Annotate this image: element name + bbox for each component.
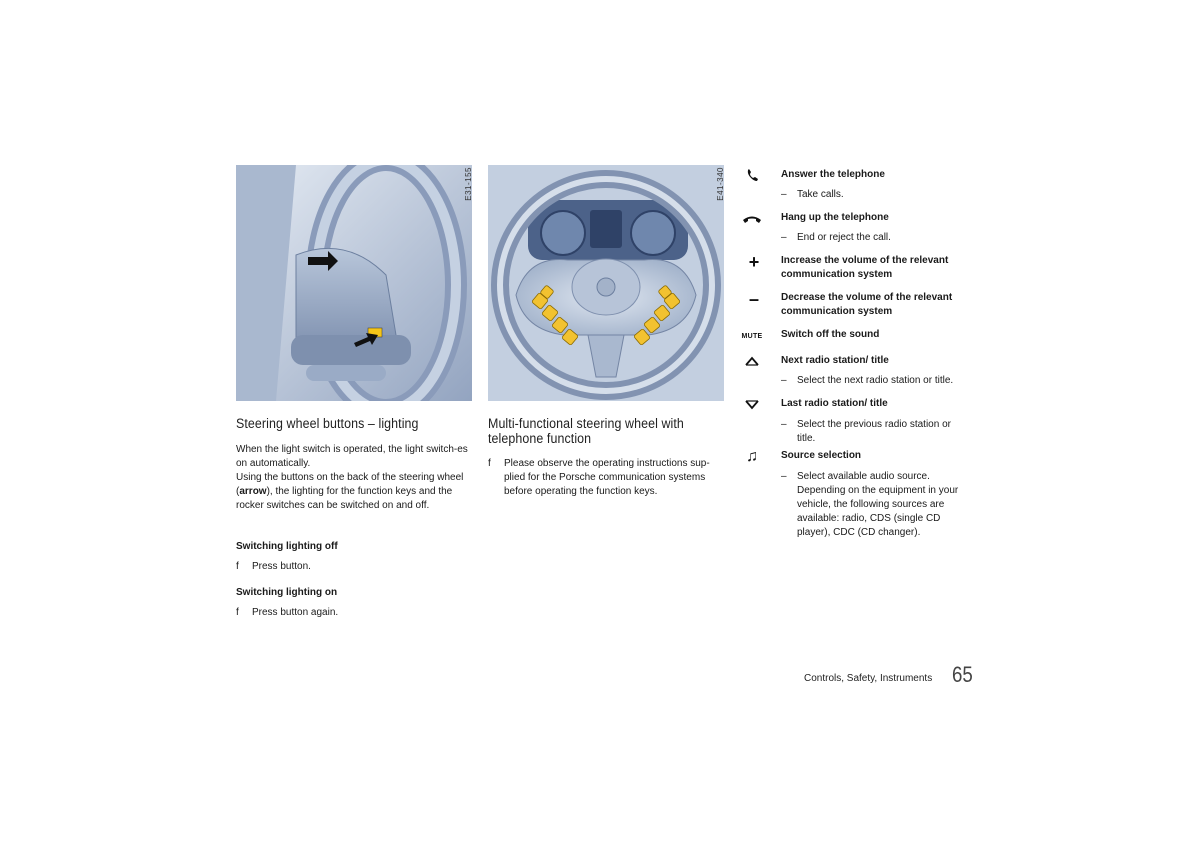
mute-icon: MUTE bbox=[741, 332, 763, 340]
step-on bbox=[236, 606, 338, 620]
section-heading: Multi-functional steering wheel with telephone function bbox=[488, 416, 684, 446]
note-text: Please observe the operating instructions sup-plied for the Porsche communication systems before operating the function keys. bbox=[504, 458, 710, 497]
item-title: Hang up the telephone bbox=[781, 212, 889, 223]
item-desc: – Select the next radio station or title. bbox=[781, 375, 954, 386]
steering-wheel-illustration bbox=[488, 165, 724, 401]
down-arrow-icon bbox=[740, 397, 764, 413]
step-text: Press button. bbox=[252, 561, 311, 572]
minus-icon: – bbox=[748, 288, 759, 309]
phone-hangup-icon bbox=[740, 211, 764, 227]
lighting-intro bbox=[236, 443, 476, 513]
item-desc: – Select available audio source. Depending on the equipment in your vehicle, the following sources are available: radio, CDS (single CD player), CDC (CD changer). bbox=[781, 471, 959, 538]
item-desc: – Take calls. bbox=[781, 189, 844, 200]
step-off bbox=[236, 560, 311, 574]
arrow-label: arrow bbox=[239, 486, 267, 497]
subheading-off: Switching lighting off bbox=[236, 541, 338, 552]
up-arrow-icon bbox=[740, 353, 764, 369]
note-step bbox=[488, 457, 728, 499]
intro-paragraph: When the light switch is operated, the light switch-es on automatically. bbox=[236, 444, 468, 469]
item-title: Source selection bbox=[781, 450, 862, 461]
item-desc: – Select the previous radio station or title. bbox=[781, 419, 951, 444]
item-desc: – End or reject the call. bbox=[781, 232, 891, 243]
item-title: Answer the telephone bbox=[781, 169, 885, 180]
item-title: Increase the volume of the relevant communication system bbox=[781, 255, 949, 280]
steering-lighting-figure bbox=[236, 165, 472, 401]
phone-answer-icon bbox=[740, 168, 764, 184]
page-number: 65 bbox=[952, 662, 973, 687]
steering-wheel-figure bbox=[488, 165, 724, 401]
figure-code: E31-155 bbox=[464, 167, 473, 201]
footer-section-title: Controls, Safety, Instruments bbox=[804, 673, 933, 684]
figure-code: E41-340 bbox=[716, 167, 725, 201]
buttons-paragraph: Using the buttons on the back of the steering wheel (arrow), the lighting for the function keys and the rocker switches can be switched on and off. bbox=[236, 472, 464, 511]
section-heading: Steering wheel buttons – lighting bbox=[236, 416, 419, 431]
item-title: Decrease the volume of the relevant communication system bbox=[781, 292, 953, 317]
step-marker: f bbox=[236, 561, 239, 572]
steering-column-illustration bbox=[236, 165, 472, 401]
subheading-on: Switching lighting on bbox=[236, 587, 338, 598]
step-marker: f bbox=[236, 607, 239, 618]
step-text: Press button again. bbox=[252, 607, 339, 618]
item-title: Last radio station/ title bbox=[781, 398, 888, 409]
plus-icon: + bbox=[748, 251, 760, 272]
item-title: Next radio station/ title bbox=[781, 355, 889, 366]
step-marker: f bbox=[488, 458, 491, 469]
music-note-icon: ♫ bbox=[746, 448, 758, 465]
item-title: Switch off the sound bbox=[781, 329, 880, 340]
